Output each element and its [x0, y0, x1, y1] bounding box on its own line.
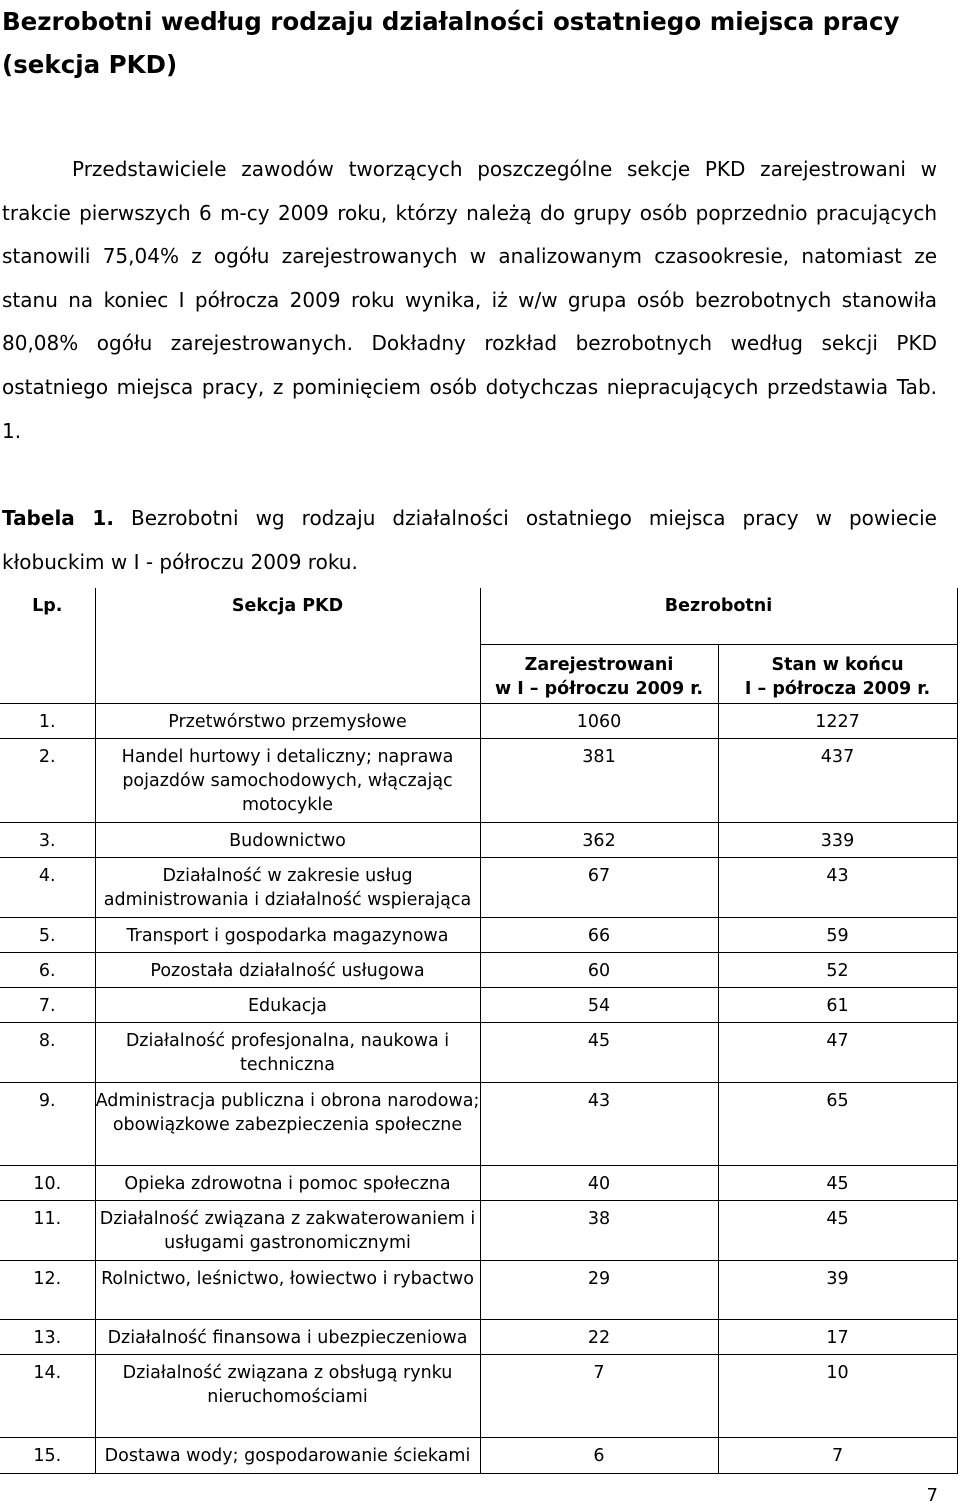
table-row — [0, 703, 957, 738]
cell-end: 59 — [718, 917, 957, 952]
cell-registered: 67 — [480, 857, 718, 917]
cell-lp: 9. — [0, 1082, 95, 1165]
cell-section: Przetwórstwo przemysłowe — [95, 703, 480, 738]
cell-registered: 45 — [480, 1022, 718, 1082]
cell-end: 39 — [718, 1260, 957, 1319]
cell-registered: 381 — [480, 738, 718, 822]
cell-end: 45 — [718, 1165, 957, 1200]
cell-lp: 7. — [0, 987, 95, 1022]
cell-section: Transport i gospodarka magazynowa — [95, 917, 480, 952]
cell-registered: 54 — [480, 987, 718, 1022]
cell-section: Administracja publiczna i obrona narodowa; obowiązkowe zabezpieczenia społeczne — [95, 1082, 480, 1165]
cell-section: Rolnictwo, leśnictwo, łowiectwo i rybactwo — [95, 1260, 480, 1319]
table-row — [0, 1437, 957, 1473]
header-end-line1: Stan w końcu — [771, 654, 904, 675]
cell-end: 65 — [718, 1082, 957, 1165]
cell-registered: 362 — [480, 822, 718, 857]
cell-lp: 2. — [0, 738, 95, 822]
header-lp-cont — [0, 644, 95, 703]
cell-end: 1227 — [718, 703, 957, 738]
table-row — [0, 1082, 957, 1165]
cell-registered: 22 — [480, 1319, 718, 1354]
page-heading: Bezrobotni według rodzaju działalności ostatniego miejsca pracy (sekcja PKD) — [2, 7, 900, 79]
header-registered-line2: w I – półroczu 2009 r. — [494, 678, 704, 699]
table-row — [0, 1260, 957, 1319]
page-number: 7 — [926, 1485, 938, 1506]
table-caption-label: Tabela 1. — [2, 506, 114, 530]
cell-section: Działalność profesjonalna, naukowa i techniczna — [95, 1022, 480, 1082]
cell-lp: 14. — [0, 1354, 95, 1437]
cell-registered: 40 — [480, 1165, 718, 1200]
cell-section: Działalność w zakresie usług administrowania i działalność wspierająca — [95, 857, 480, 917]
cell-end: 339 — [718, 822, 957, 857]
cell-end: 45 — [718, 1200, 957, 1260]
cell-end: 7 — [718, 1437, 957, 1473]
cell-registered: 29 — [480, 1260, 718, 1319]
header-end-line2: I – półrocza 2009 r. — [744, 678, 931, 699]
table-caption-text: Bezrobotni wg rodzaju działalności ostatniego miejsca pracy w powiecie kłobuckim w I - półroczu 2009 roku. — [2, 506, 937, 574]
header-section-cont — [95, 644, 480, 703]
cell-lp: 1. — [0, 703, 95, 738]
cell-section: Działalność związana z obsługą rynku nieruchomościami — [95, 1354, 480, 1437]
table-row — [0, 1022, 957, 1082]
cell-lp: 10. — [0, 1165, 95, 1200]
cell-end: 47 — [718, 1022, 957, 1082]
table-row — [0, 917, 957, 952]
table-row — [0, 1319, 957, 1354]
header-registered-line1: Zarejestrowani — [524, 654, 674, 675]
cell-lp: 8. — [0, 1022, 95, 1082]
cell-lp: 6. — [0, 952, 95, 987]
cell-lp: 11. — [0, 1200, 95, 1260]
cell-registered: 66 — [480, 917, 718, 952]
unemployment-table — [0, 588, 958, 1474]
cell-lp: 13. — [0, 1319, 95, 1354]
cell-registered: 38 — [480, 1200, 718, 1260]
cell-end: 52 — [718, 952, 957, 987]
cell-section: Dostawa wody; gospodarowanie ściekami — [95, 1437, 480, 1473]
cell-lp: 15. — [0, 1437, 95, 1473]
cell-lp: 5. — [0, 917, 95, 952]
cell-end: 437 — [718, 738, 957, 822]
header-registered — [480, 644, 718, 703]
cell-end: 61 — [718, 987, 957, 1022]
table-caption — [2, 497, 937, 584]
cell-section: Budownictwo — [95, 822, 480, 857]
cell-lp: 12. — [0, 1260, 95, 1319]
cell-end: 10 — [718, 1354, 957, 1437]
cell-section: Handel hurtowy i detaliczny; naprawa pojazdów samochodowych, włączając motocykle — [95, 738, 480, 822]
cell-section: Działalność związana z zakwaterowaniem i usługami gastronomicznymi — [95, 1200, 480, 1260]
cell-end: 17 — [718, 1319, 957, 1354]
table-row — [0, 987, 957, 1022]
cell-lp: 4. — [0, 857, 95, 917]
header-end-state — [718, 644, 957, 703]
cell-registered: 60 — [480, 952, 718, 987]
table-row — [0, 1354, 957, 1437]
cell-registered: 6 — [480, 1437, 718, 1473]
table-row — [0, 857, 957, 917]
cell-section: Opieka zdrowotna i pomoc społeczna — [95, 1165, 480, 1200]
header-lp: Lp. — [0, 588, 95, 644]
table-row — [0, 738, 957, 822]
header-section: Sekcja PKD — [95, 588, 480, 644]
intro-paragraph: Przedstawiciele zawodów tworzących poszczególne sekcje PKD zarejestrowani w trakcie pierwszych 6 m-cy 2009 roku, którzy należą do grupy osób poprzednio pracujących stanowili 75,04% z ogółu zarejestrowanych w analizowanym czasookresie, natomiast ze stanu na koniec I półrocza 2009 roku wynika, iż w/w grupa osób bezrobotnych stanowiła 80,08% ogółu zarejestrowanych. Dokładny rozkład bezrobotnych według sekcji PKD ostatniego miejsca pracy, z pominięciem osób dotychczas niepracujących przedstawia Tab. 1. — [2, 157, 937, 443]
cell-end: 43 — [718, 857, 957, 917]
table-row — [0, 822, 957, 857]
table-row — [0, 952, 957, 987]
table-row — [0, 1200, 957, 1260]
cell-registered: 7 — [480, 1354, 718, 1437]
cell-section: Działalność finansowa i ubezpieczeniowa — [95, 1319, 480, 1354]
cell-registered: 1060 — [480, 703, 718, 738]
cell-registered: 43 — [480, 1082, 718, 1165]
header-bezrobotni: Bezrobotni — [480, 588, 957, 644]
cell-section: Pozostała działalność usługowa — [95, 952, 480, 987]
cell-lp: 3. — [0, 822, 95, 857]
cell-section: Edukacja — [95, 987, 480, 1022]
table-row — [0, 1165, 957, 1200]
